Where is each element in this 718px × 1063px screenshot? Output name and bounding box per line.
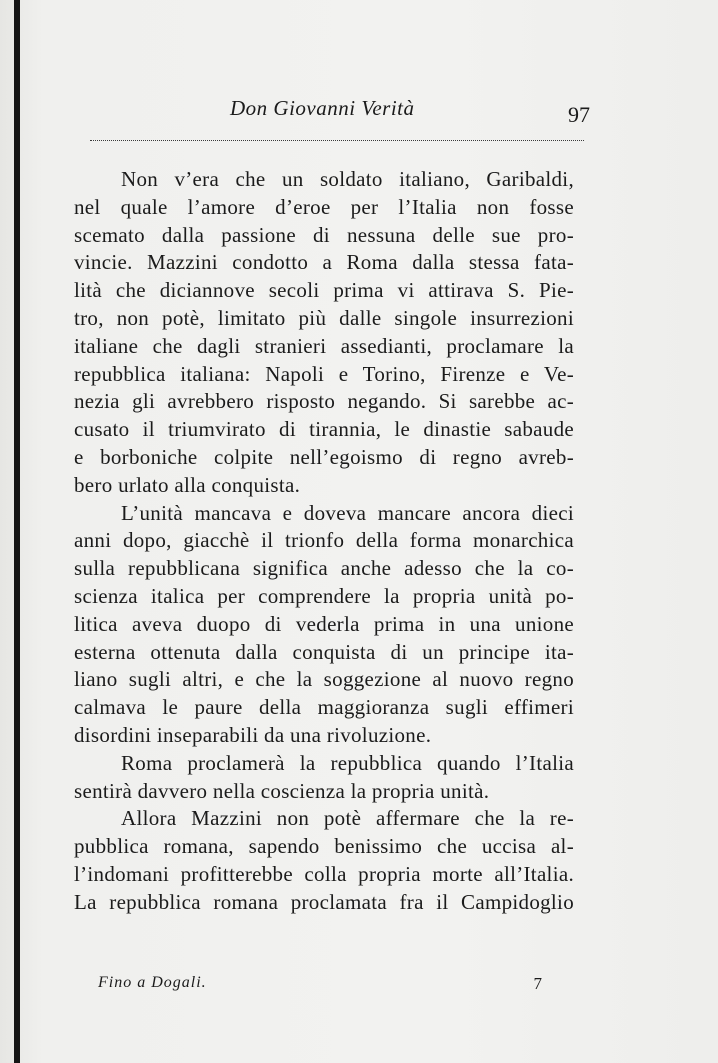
text-line: vincie. Mazzini condotto a Roma dalla stessa fata- bbox=[74, 250, 574, 275]
binding-edge bbox=[14, 0, 20, 1063]
text-line: Allora Mazzini non potè affermare che la re- bbox=[121, 806, 574, 831]
text-line: nel quale l’amore d’eroe per l’Italia non fosse bbox=[74, 194, 574, 219]
page-footer bbox=[98, 974, 542, 1000]
text-line: litica aveva duopo di vederla prima in una unione bbox=[74, 611, 574, 636]
text-line: sulla repubblicana significa anche adesso che la co- bbox=[74, 556, 574, 581]
text-line: L’unità mancava e doveva mancare ancora dieci bbox=[121, 500, 574, 525]
text-line: italiane che dagli stranieri assedianti, proclamare la bbox=[74, 333, 574, 358]
text-line: nezia gli avrebbero risposto negando. Si sarebbe ac- bbox=[74, 389, 574, 414]
text-line: scemato dalla passione di nessuna delle sue pro- bbox=[74, 222, 574, 247]
text-line: liano sugli altri, e che la soggezione al nuovo regno bbox=[74, 667, 574, 692]
text-line: anni dopo, giacchè il trionfo della forma monarchica bbox=[74, 528, 574, 553]
header-rule bbox=[90, 140, 584, 141]
page-number: 97 bbox=[568, 102, 590, 127]
text-line: disordini inseparabili da una rivoluzione. bbox=[74, 722, 432, 747]
text-line: sentirà davvero nella coscienza la propria unità. bbox=[74, 778, 490, 803]
signature-mark: Fino a Dogali. bbox=[98, 974, 207, 991]
text-line: l’indomani profitterebbe colla propria morte all’Italia. bbox=[74, 861, 574, 886]
text-line: lità che diciannove secoli prima vi attirava S. Pie- bbox=[74, 278, 574, 303]
text-line: pubblica romana, sapendo benissimo che uccisa al- bbox=[74, 834, 574, 859]
text-line: repubblica italiana: Napoli e Torino, Firenze e Ve- bbox=[74, 361, 574, 386]
text-line: bero urlato alla conquista. bbox=[74, 472, 301, 497]
signature-number: 7 bbox=[533, 974, 542, 993]
running-title: Don Giovanni Verità bbox=[230, 96, 415, 120]
text-line: Non v’era che un soldato italiano, Garibaldi, bbox=[121, 167, 574, 191]
page-header bbox=[90, 96, 590, 128]
text-line: cusato il triumvirato di tirannia, le dinastie sabaude bbox=[74, 417, 574, 442]
body-text bbox=[74, 166, 574, 917]
text-line: Roma proclamerà la repubblica quando l’Italia bbox=[121, 750, 574, 775]
text-line: La repubblica romana proclamata fra il Campidoglio bbox=[74, 889, 574, 914]
text-line: scienza italica per comprendere la propria unità po- bbox=[74, 583, 574, 608]
text-line: tro, non potè, limitato più dalle singole insurrezioni bbox=[74, 305, 574, 330]
text-line: esterna ottenuta dalla conquista di un principe ita- bbox=[74, 639, 574, 664]
text-line: calmava le paure della maggioranza sugli effimeri bbox=[74, 695, 574, 720]
text-line: e borboniche colpite nell’egoismo di regno avreb- bbox=[74, 444, 574, 469]
